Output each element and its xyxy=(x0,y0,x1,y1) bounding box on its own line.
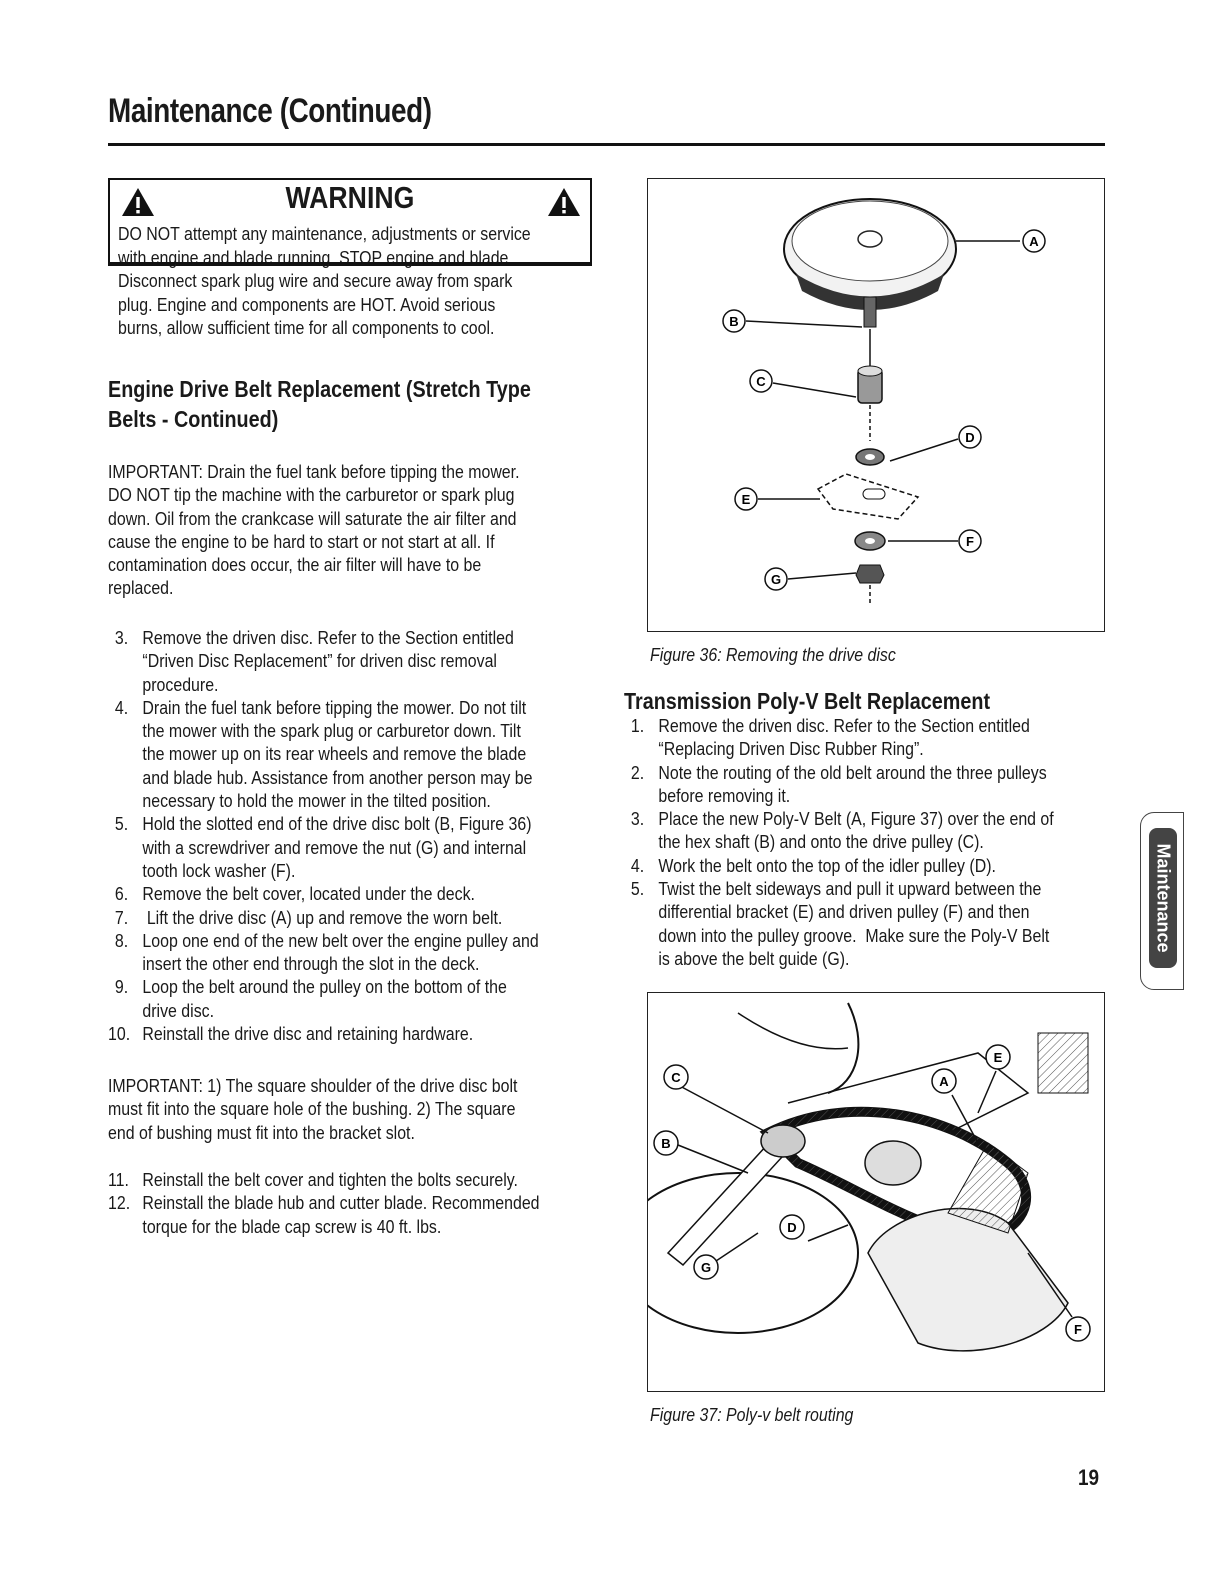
callout-label-e xyxy=(986,1045,1010,1069)
figure-caption: Figure 36: Removing the drive disc xyxy=(650,644,896,665)
step-line xyxy=(108,1168,540,1191)
step-line xyxy=(108,742,539,765)
step-text: Remove the driven disc. Refer to the Section entitled xyxy=(658,715,1030,736)
step-item xyxy=(624,761,1054,808)
step-number: 5. xyxy=(630,878,645,900)
page-title: Maintenance (Continued) xyxy=(108,92,432,130)
step-text: Drain the fuel tank before tipping the mower. Do not tilt xyxy=(142,696,527,718)
step-number: 9. xyxy=(114,976,129,998)
step-line xyxy=(108,999,539,1022)
note-line: cause the engine to be hard to start or not start at all. If xyxy=(108,530,495,552)
title-divider xyxy=(108,143,1105,146)
svg-text:A: A xyxy=(939,1074,949,1089)
step-number: 10. xyxy=(108,1023,131,1045)
step-item xyxy=(108,696,539,812)
step-line xyxy=(108,696,539,719)
step-item xyxy=(624,854,1054,877)
step-item xyxy=(108,1168,540,1191)
step-line xyxy=(108,1022,539,1045)
step-line xyxy=(108,929,539,952)
warning-line: DO NOT attempt any maintenance, adjustments or service xyxy=(118,223,531,244)
step-list xyxy=(624,714,1054,970)
step-line xyxy=(108,626,539,649)
step-line xyxy=(624,854,1054,877)
warning-heading: WARNING xyxy=(285,180,415,215)
step-item xyxy=(624,714,1054,761)
step-text: Remove the driven disc. Refer to the Section entitled xyxy=(142,627,514,648)
callout-label-f xyxy=(959,530,981,552)
step-number: 5. xyxy=(114,813,129,835)
step-line xyxy=(624,737,1054,760)
step-item xyxy=(108,1022,539,1045)
step-text: Lift the drive disc (A) up and remove the worn belt. xyxy=(142,906,503,928)
step-text: procedure. xyxy=(142,673,219,695)
step-list xyxy=(108,626,539,1045)
svg-text:E: E xyxy=(741,492,751,507)
step-line xyxy=(624,714,1054,737)
step-line xyxy=(108,836,539,859)
section-tab-label: Maintenance xyxy=(1153,843,1174,953)
svg-text:B: B xyxy=(661,1136,671,1151)
figure-36 xyxy=(647,178,1105,632)
step-text: “Replacing Driven Disc Rubber Ring”. xyxy=(658,738,924,760)
step-text: Remove the belt cover, located under the deck. xyxy=(142,883,475,905)
svg-text:F: F xyxy=(1074,1322,1082,1337)
step-list xyxy=(108,1168,540,1238)
step-text: with a screwdriver and remove the nut (G) and internal xyxy=(142,836,527,858)
step-text: the hex shaft (B) and onto the drive pulley (C). xyxy=(658,831,984,853)
warning-line: plug. Engine and components are HOT. Avoid serious xyxy=(118,293,496,315)
step-item xyxy=(108,906,539,929)
step-text: Loop one end of the new belt over the engine pulley and xyxy=(142,929,539,951)
step-line xyxy=(108,649,539,672)
step-line xyxy=(108,719,539,742)
step-text: the mower up on its rear wheels and remove the blade xyxy=(142,743,527,765)
svg-text:C: C xyxy=(671,1070,681,1085)
step-line xyxy=(624,947,1054,970)
step-number: 11. xyxy=(108,1169,129,1190)
callout-label-f xyxy=(1066,1317,1090,1341)
drive-disc-diagram xyxy=(648,179,1104,631)
step-line xyxy=(108,952,539,975)
step-text: Reinstall the drive disc and retaining hardware. xyxy=(142,1023,474,1045)
note-line: contamination does occur, the air filter will have to be xyxy=(108,554,482,576)
step-text: insert the other end through the slot in the deck. xyxy=(142,953,480,975)
step-item xyxy=(108,975,539,1022)
step-text: tooth lock washer (F). xyxy=(142,859,296,881)
note-line: replaced. xyxy=(108,577,174,599)
callout-label-a xyxy=(932,1069,956,1093)
step-line xyxy=(624,924,1054,947)
step-item xyxy=(108,812,539,882)
callout-label-b xyxy=(654,1131,678,1155)
step-text: down into the pulley groove. Make sure the Poly-V Belt xyxy=(658,924,1050,946)
step-line xyxy=(108,789,539,812)
important-note xyxy=(108,1074,517,1144)
step-line xyxy=(624,784,1054,807)
step-text: differential bracket (E) and driven pulley (F) and then xyxy=(658,901,1030,923)
svg-text:D: D xyxy=(787,1220,797,1235)
step-text: Work the belt onto the top of the idler pulley (D). xyxy=(658,854,996,876)
step-text: Note the routing of the old belt around the three pulleys xyxy=(658,761,1047,783)
important-note xyxy=(108,460,519,600)
callout-label-b xyxy=(723,310,745,332)
step-number: 3. xyxy=(114,627,129,648)
step-text: Place the new Poly-V Belt (A, Figure 37) over the end of xyxy=(658,808,1054,830)
step-line xyxy=(108,859,539,882)
section-heading xyxy=(108,374,531,434)
step-item xyxy=(108,882,539,905)
step-text: “Driven Disc Replacement” for driven disc removal xyxy=(142,650,497,672)
warning-line: with engine and blade running. STOP engine and blade. xyxy=(118,246,513,268)
step-text: torque for the blade cap screw is 40 ft. lbs. xyxy=(142,1215,442,1237)
svg-text:B: B xyxy=(729,314,739,329)
step-item xyxy=(108,1191,540,1238)
step-line xyxy=(624,807,1054,830)
svg-text:F: F xyxy=(966,534,974,549)
step-number: 4. xyxy=(114,696,129,718)
step-number: 6. xyxy=(114,883,129,905)
step-text: Twist the belt sideways and pull it upward between the xyxy=(658,878,1042,900)
step-item xyxy=(108,929,539,976)
step-text: Loop the belt around the pulley on the bottom of the xyxy=(142,976,507,998)
figure-37 xyxy=(647,992,1105,1392)
step-text: before removing it. xyxy=(658,784,791,806)
callout-label-e xyxy=(735,488,757,510)
step-text: Reinstall the belt cover and tighten the bolts securely. xyxy=(142,1169,518,1190)
note-line: IMPORTANT: Drain the fuel tank before tipping the mower. xyxy=(108,461,520,482)
step-text: is above the belt guide (G). xyxy=(658,947,850,969)
step-text: the mower with the spark plug or carburetor down. Tilt xyxy=(142,720,521,742)
step-item xyxy=(624,807,1054,854)
step-number: 2. xyxy=(630,761,645,783)
step-text: and blade hub. Assistance from another person may be xyxy=(142,766,533,788)
step-text: Hold the slotted end of the drive disc bolt (B, Figure 36) xyxy=(142,813,532,835)
callout-label-c xyxy=(750,370,772,392)
note-line: DO NOT tip the machine with the carburetor or spark plug xyxy=(108,484,515,506)
step-number: 3. xyxy=(630,808,645,830)
svg-text:D: D xyxy=(965,430,975,445)
svg-text:E: E xyxy=(993,1050,1003,1065)
section-heading-line: Engine Drive Belt Replacement (Stretch Type xyxy=(108,376,531,402)
svg-text:G: G xyxy=(700,1260,712,1275)
callout-label-g xyxy=(765,568,787,590)
step-line xyxy=(624,900,1054,923)
step-line xyxy=(108,882,539,905)
callout-label-c xyxy=(664,1065,688,1089)
callout-label-g xyxy=(694,1255,718,1279)
step-line xyxy=(108,812,539,835)
svg-text:A: A xyxy=(1029,234,1039,249)
figure-caption: Figure 37: Poly-v belt routing xyxy=(650,1404,854,1425)
note-line: end of bushing must fit into the bracket slot. xyxy=(108,1121,415,1143)
step-item xyxy=(624,877,1054,970)
callout-label-d xyxy=(780,1215,804,1239)
page-number: 19 xyxy=(1078,1465,1100,1490)
callout-label-a xyxy=(1023,230,1045,252)
step-number: 8. xyxy=(114,929,129,951)
step-line xyxy=(624,877,1054,900)
note-line: must fit into the square hole of the bushing. 2) The square xyxy=(108,1098,516,1120)
note-line: IMPORTANT: 1) The square shoulder of the drive disc bolt xyxy=(108,1075,518,1096)
step-line xyxy=(624,761,1054,784)
step-line xyxy=(108,1215,540,1238)
section-heading: Transmission Poly-V Belt Replacement xyxy=(624,688,991,714)
svg-text:C: C xyxy=(756,374,766,389)
step-text: drive disc. xyxy=(142,999,215,1021)
step-line xyxy=(108,906,539,929)
step-item xyxy=(108,626,539,696)
step-line xyxy=(624,830,1054,853)
step-number: 4. xyxy=(630,854,645,876)
step-number: 1. xyxy=(630,715,645,736)
belt-routing-diagram xyxy=(648,993,1104,1391)
warning-line: Disconnect spark plug wire and secure away from spark xyxy=(118,270,513,291)
step-line xyxy=(108,766,539,789)
section-heading-line: Belts - Continued) xyxy=(108,406,279,432)
step-number: 7. xyxy=(114,906,129,928)
step-line xyxy=(108,1191,540,1214)
step-number: 12. xyxy=(108,1192,131,1214)
step-line xyxy=(108,673,539,696)
step-text: Reinstall the blade hub and cutter blade. Recommended xyxy=(142,1192,540,1214)
step-text: necessary to hold the mower in the tilted position. xyxy=(142,790,491,812)
note-line: down. Oil from the crankcase will saturate the air filter and xyxy=(108,507,517,529)
callout-label-d xyxy=(959,426,981,448)
svg-text:G: G xyxy=(770,572,782,587)
step-line xyxy=(108,975,539,998)
warning-line: burns, allow sufficient time for all components to cool. xyxy=(118,317,495,338)
